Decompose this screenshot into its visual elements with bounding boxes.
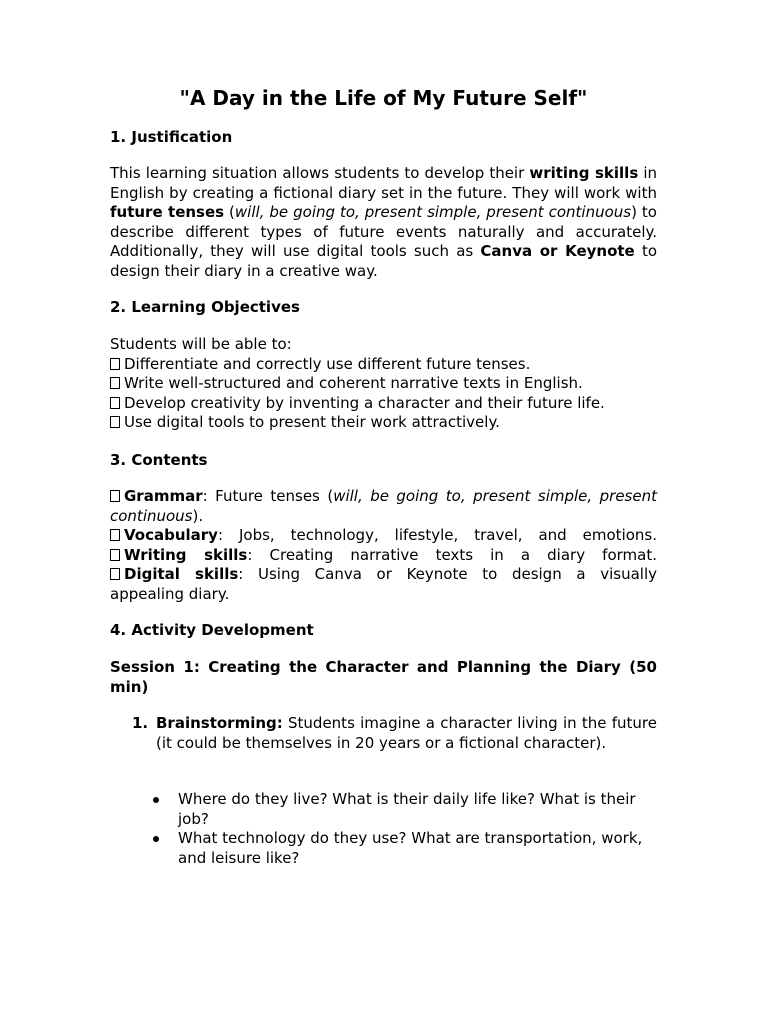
vocabulary-label: Vocabulary (124, 526, 218, 545)
checkbox-icon (110, 568, 120, 580)
writing-text: : Creating narrative texts in a diary format. (247, 545, 657, 564)
checkbox-icon (110, 529, 120, 541)
objective-text: Use digital tools to present their work attractively. (124, 413, 500, 432)
section-heading-justification: 1. Justification (110, 128, 233, 146)
content-item-writing (110, 546, 657, 566)
bullet-icon (153, 797, 159, 803)
content-item-digital-cont: appealing diary. (110, 584, 230, 603)
text-run: ( (224, 203, 235, 222)
writing-label: Writing skills (124, 545, 248, 564)
objective-item (110, 413, 657, 433)
text-run: This learning situation allows students to develop their (110, 164, 530, 182)
step-number: 1. (132, 714, 149, 732)
text-run: in English by creating a fictional diary set in the future. They will work with (110, 164, 657, 202)
content-item-grammar-cont (110, 507, 657, 527)
grammar-italic: continuous (110, 506, 193, 525)
session-heading: Session 1: Creating the Character and Planning the Diary (50 min) (110, 658, 657, 696)
bullet-icon (153, 836, 159, 842)
italic-run: will, be going to, present simple, present continuous (234, 203, 632, 222)
objective-text: Differentiate and correctly use different future tenses. (124, 354, 531, 373)
grammar-italic: will, be going to, present simple, present (333, 487, 657, 505)
objectives-list (110, 335, 657, 433)
checkbox-icon (110, 490, 120, 502)
text-run: ) to describe different types of future events naturally and accurately. Additionally, they will use digital tools such as (110, 203, 657, 261)
checkbox-icon (110, 377, 120, 389)
justification-paragraph (110, 164, 657, 282)
content-item-grammar (110, 487, 657, 507)
objective-text: Write well-structured and coherent narrative texts in English. (124, 374, 583, 393)
objective-item (110, 355, 657, 375)
bullet-item: What technology do they use? What are transportation, work, and leisure like? (178, 829, 643, 867)
bold-run: future tenses (110, 203, 225, 222)
bold-run: Canva or Keynote (480, 242, 635, 261)
checkbox-icon (110, 397, 120, 409)
checkbox-icon (110, 358, 120, 370)
digital-label: Digital skills (124, 565, 239, 584)
section-heading-activity: 4. Activity Development (110, 621, 314, 639)
objective-text: Develop creativity by inventing a character and their future life. (124, 393, 605, 412)
section-heading-objectives: 2. Learning Objectives (110, 298, 300, 316)
step-label: Brainstorming: (156, 714, 283, 732)
objectives-intro: Students will be able to: (110, 335, 292, 353)
objective-item (110, 394, 657, 414)
section-heading-contents: 3. Contents (110, 451, 208, 469)
text-run: to design their diary in a creative way. (110, 242, 658, 280)
content-item-digital (110, 565, 657, 585)
bullet-item: Where do they live? What is their daily life like? What is their job? (178, 790, 636, 828)
step-brainstorming (156, 714, 657, 753)
document-title: "A Day in the Life of My Future Self" (179, 86, 588, 110)
digital-text: : Using Canva or Keynote to design a visually (238, 565, 657, 584)
objective-item (110, 374, 657, 394)
contents-list (110, 487, 657, 605)
grammar-end: ). (192, 506, 204, 525)
checkbox-icon (110, 549, 120, 561)
bold-run: writing skills (529, 164, 639, 182)
checkbox-icon (110, 416, 120, 428)
step-text: Students imagine a character living in the future (it could be themselves in 20 years or a fictional character). (156, 714, 657, 752)
vocabulary-text: : Jobs, technology, lifestyle, travel, and emotions. (217, 526, 657, 545)
grammar-text: : Future tenses ( (202, 487, 334, 505)
grammar-label: Grammar (124, 487, 203, 505)
content-item-vocabulary (110, 526, 657, 546)
